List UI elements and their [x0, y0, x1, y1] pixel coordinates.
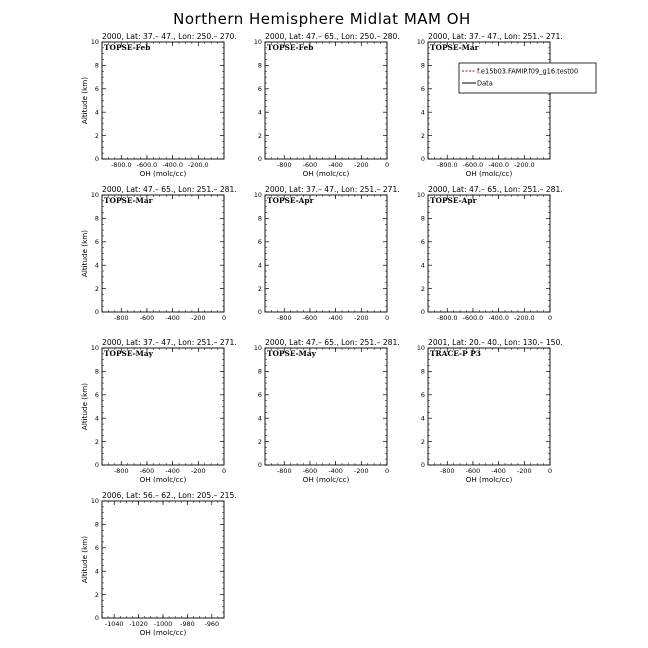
plot-frame [102, 501, 224, 618]
y-tick-label: 2 [257, 284, 262, 293]
y-tick-label: 6 [420, 391, 425, 399]
x-tick-label: 0 [384, 467, 390, 475]
y-tick-label: 2 [94, 284, 99, 293]
figure-title: Northern Hemisphere Midlat MAM OH [173, 10, 471, 28]
plot-frame [102, 42, 224, 159]
x-tick-label: -980 [180, 620, 195, 628]
y-tick-label: 8 [420, 367, 425, 376]
x-tick-label: -200 [517, 467, 532, 475]
panel-subtitle: 2000, Lat: 47.– 65., Lon: 251.– 281. [102, 185, 237, 194]
chart-panel [254, 32, 400, 178]
x-tick-label: -200 [354, 314, 369, 322]
y-tick-label: 2 [257, 131, 262, 140]
panel-label: TOPSE-Feb [104, 43, 151, 52]
x-tick-label: -800 [277, 161, 292, 169]
chart-panel [417, 338, 563, 484]
y-tick-label: 10 [253, 38, 262, 47]
chart-panel [80, 185, 237, 322]
panel-subtitle: 2000, Lat: 47.– 65., Lon: 251.– 281. [265, 338, 400, 347]
x-tick-label: 0 [384, 314, 390, 322]
y-tick-label: 0 [257, 461, 262, 470]
y-tick-label: 0 [420, 308, 425, 317]
chart-panel [254, 185, 400, 322]
y-tick-label: 4 [94, 108, 99, 117]
x-tick-label: -400 [165, 314, 180, 322]
x-tick-label: -400 [328, 314, 343, 322]
panel-label: TOPSE-May [267, 349, 316, 358]
y-axis-label: Altitude (km) [80, 382, 89, 431]
x-tick-label: -800.0 [436, 161, 458, 169]
y-tick-label: 8 [94, 520, 99, 529]
x-tick-label: -600 [139, 467, 155, 475]
x-tick-label: -600 [302, 314, 318, 322]
y-tick-label: 6 [257, 85, 262, 93]
y-tick-label: 6 [420, 238, 425, 246]
x-tick-label: -800 [440, 467, 455, 475]
y-tick-label: 4 [257, 261, 262, 270]
y-tick-label: 8 [257, 367, 262, 376]
y-axis-label: Altitude (km) [80, 535, 89, 584]
x-axis-label: OH (molc/cc) [139, 475, 187, 484]
x-tick-label: 0 [547, 314, 553, 322]
y-tick-label: 2 [94, 437, 99, 446]
x-tick-label: -600.0 [136, 161, 158, 169]
y-tick-label: 6 [257, 391, 262, 399]
panel-subtitle: 2001, Lat: 20.– 40., Lon: 130.– 150. [428, 338, 563, 347]
panel-subtitle: 2006, Lat: 56.– 62., Lon: 205.– 215. [102, 491, 237, 500]
y-axis-label: Altitude (km) [80, 229, 89, 278]
panel-subtitle: 2000, Lat: 37.– 47., Lon: 251.– 271. [102, 338, 237, 347]
y-tick-label: 6 [94, 238, 99, 246]
x-tick-label: -400 [328, 161, 343, 169]
y-tick-label: 4 [94, 414, 99, 423]
y-tick-label: 4 [420, 108, 425, 117]
y-tick-label: 8 [257, 61, 262, 70]
x-tick-label: -600 [465, 467, 481, 475]
y-tick-label: 8 [94, 61, 99, 70]
y-tick-label: 6 [94, 85, 99, 93]
x-axis-label: OH (molc/cc) [139, 169, 187, 178]
x-tick-label: -200.0 [188, 161, 209, 169]
x-tick-label: -600.0 [462, 314, 484, 322]
x-tick-label: -800 [114, 314, 129, 322]
y-tick-label: 2 [94, 590, 99, 599]
plot-frame [428, 348, 550, 465]
y-tick-label: 6 [94, 544, 99, 552]
y-tick-label: 6 [257, 238, 262, 246]
panel-grid [80, 32, 563, 637]
x-axis-label: OH (molc/cc) [465, 169, 513, 178]
x-tick-label: -800 [277, 467, 292, 475]
x-tick-label: -200.0 [514, 314, 535, 322]
panel-subtitle: 2000, Lat: 37.– 47., Lon: 251.– 271. [428, 32, 563, 41]
x-tick-label: -200.0 [514, 161, 535, 169]
plot-frame [428, 195, 550, 312]
x-axis-label: OH (molc/cc) [302, 475, 350, 484]
y-tick-label: 8 [94, 367, 99, 376]
panel-subtitle: 2000, Lat: 47.– 65., Lon: 251.– 281. [428, 185, 563, 194]
y-tick-label: 10 [416, 344, 425, 353]
y-tick-label: 10 [253, 191, 262, 200]
y-tick-label: 10 [90, 191, 99, 200]
panel-label: TOPSE-Mar [430, 43, 479, 52]
y-tick-label: 10 [90, 497, 99, 506]
y-tick-label: 0 [420, 155, 425, 164]
x-tick-label: -960 [204, 620, 220, 628]
y-tick-label: 0 [94, 155, 99, 164]
y-tick-label: 4 [94, 567, 99, 576]
x-tick-label: -200 [354, 161, 369, 169]
x-tick-label: -600 [302, 467, 318, 475]
y-tick-label: 2 [420, 284, 425, 293]
y-tick-label: 4 [420, 261, 425, 270]
y-tick-label: 0 [257, 308, 262, 317]
x-tick-label: -1000 [153, 620, 173, 628]
y-tick-label: 8 [94, 214, 99, 223]
chart-panel [417, 185, 563, 322]
legend [459, 63, 596, 93]
y-tick-label: 10 [90, 344, 99, 353]
y-tick-label: 0 [94, 461, 99, 470]
y-tick-label: 6 [94, 391, 99, 399]
x-tick-label: 0 [384, 161, 390, 169]
y-tick-label: 8 [257, 214, 262, 223]
y-tick-label: 0 [257, 155, 262, 164]
panel-subtitle: 2000, Lat: 37.– 47., Lon: 251.– 271. [265, 185, 400, 194]
y-tick-label: 0 [420, 461, 425, 470]
y-tick-label: 6 [420, 85, 425, 93]
y-tick-label: 10 [90, 38, 99, 47]
y-tick-label: 4 [257, 414, 262, 423]
y-tick-label: 2 [420, 131, 425, 140]
panel-subtitle: 2000, Lat: 47.– 65., Lon: 250.– 280. [265, 32, 400, 41]
plot-frame [265, 42, 387, 159]
x-axis-label: OH (molc/cc) [465, 475, 513, 484]
y-tick-label: 10 [416, 191, 425, 200]
y-tick-label: 4 [420, 414, 425, 423]
chart-panel [80, 32, 237, 178]
panel-label: TOPSE-Feb [267, 43, 314, 52]
chart-panel [254, 338, 400, 484]
panel-label: TOPSE-Apr [430, 196, 477, 205]
plot-frame [265, 195, 387, 312]
y-tick-label: 8 [420, 214, 425, 223]
plot-frame [428, 42, 550, 159]
x-tick-label: -400 [165, 467, 180, 475]
panel-label: TRACE-P P3 [430, 349, 481, 358]
x-tick-label: -400.0 [488, 161, 509, 169]
x-tick-label: 0 [221, 314, 227, 322]
x-tick-label: -400.0 [162, 161, 183, 169]
plot-frame [102, 348, 224, 465]
x-tick-label: -400.0 [488, 314, 509, 322]
y-tick-label: 2 [94, 131, 99, 140]
x-tick-label: -600.0 [462, 161, 484, 169]
chart-panel [80, 338, 237, 484]
legend-entry-label: Data [477, 79, 493, 88]
y-tick-label: 10 [416, 38, 425, 47]
x-axis-label: OH (molc/cc) [302, 169, 350, 178]
x-tick-label: -600 [302, 161, 318, 169]
panel-label: TOPSE-Apr [267, 196, 314, 205]
panel-label: TOPSE-May [104, 349, 153, 358]
x-tick-label: -800 [114, 467, 129, 475]
y-tick-label: 8 [420, 61, 425, 70]
chart-panel [80, 491, 237, 637]
x-tick-label: 0 [547, 467, 553, 475]
legend-entry-label: f.e15b03.FAMIP.f09_g16.test00 [477, 67, 579, 76]
panel-label: TOPSE-Mar [104, 196, 153, 205]
chart-panel [417, 32, 563, 178]
y-tick-label: 0 [94, 308, 99, 317]
x-tick-label: -200 [191, 314, 206, 322]
panel-subtitle: 2000, Lat: 37.– 47., Lon: 250.– 270. [102, 32, 237, 41]
x-tick-label: -600 [139, 314, 155, 322]
x-tick-label: -1020 [129, 620, 148, 628]
x-tick-label: -800.0 [436, 314, 458, 322]
x-tick-label: 0 [221, 467, 227, 475]
x-tick-label: -1040 [104, 620, 124, 628]
y-tick-label: 4 [257, 108, 262, 117]
y-tick-label: 0 [94, 614, 99, 623]
y-tick-label: 10 [253, 344, 262, 353]
y-axis-label: Altitude (km) [80, 76, 89, 125]
x-tick-label: -800.0 [110, 161, 132, 169]
x-tick-label: -400 [491, 467, 506, 475]
y-tick-label: 2 [420, 437, 425, 446]
y-tick-label: 2 [257, 437, 262, 446]
x-tick-label: -800 [277, 314, 292, 322]
x-tick-label: -400 [328, 467, 343, 475]
plot-frame [265, 348, 387, 465]
x-tick-label: -200 [191, 467, 206, 475]
plot-frame [102, 195, 224, 312]
x-tick-label: -200 [354, 467, 369, 475]
x-axis-label: OH (molc/cc) [139, 628, 187, 637]
y-tick-label: 4 [94, 261, 99, 270]
